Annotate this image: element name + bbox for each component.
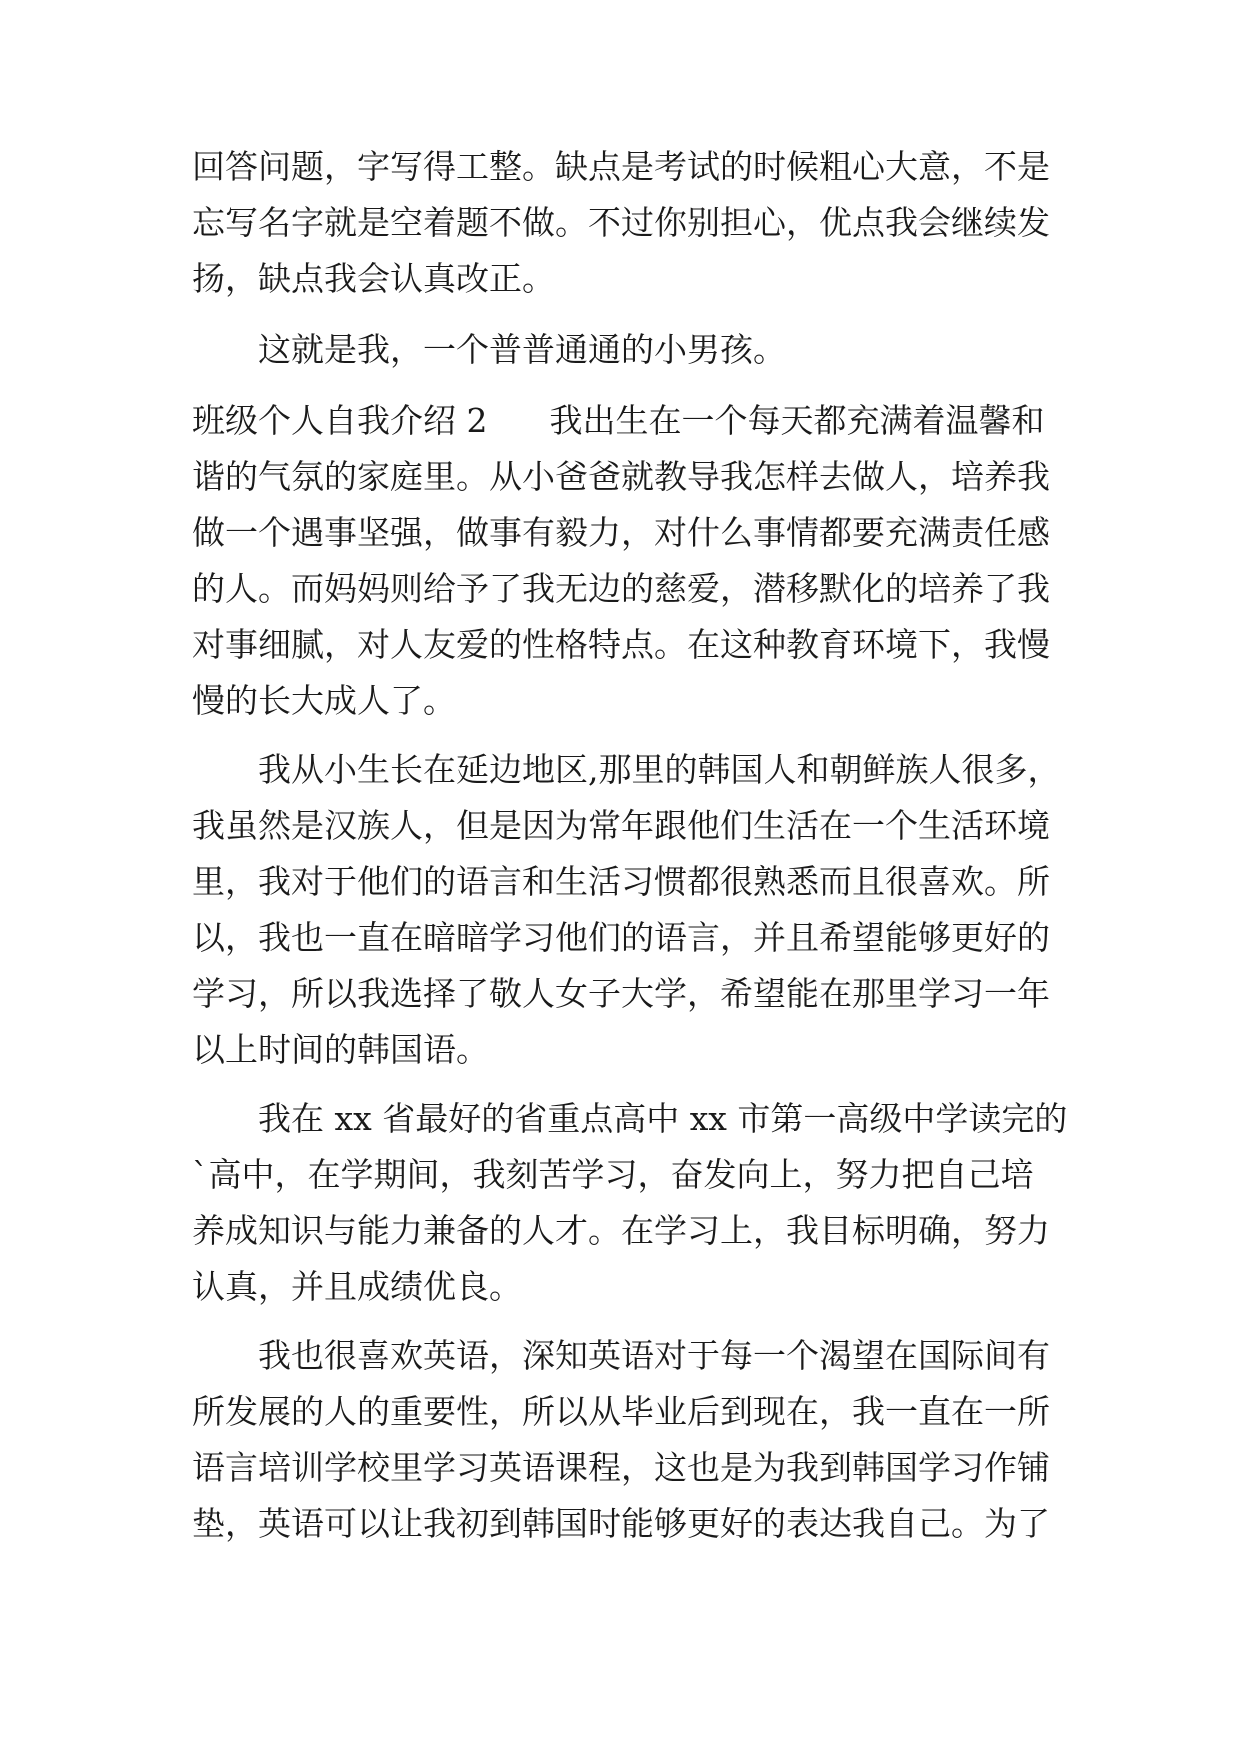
text-line: 忘写名字就是空着题不做。不过你别担心，优点我会继续发 [192,203,1050,242]
text-line: 对事细腻，对人友爱的性格特点。在这种教育环境下，我慢 [192,625,1050,664]
text-line: 这就是我，一个普普通通的小男孩。 [258,330,786,369]
text-line: 我从小生长在延边地区,那里的韩国人和朝鲜族人很多， [258,750,1061,789]
text-line: 我在 xx 省最好的省重点高中 xx 市第一高级中学读完的 [258,1099,1068,1138]
text-line: 养成知识与能力兼备的人才。在学习上，我目标明确，努力 [192,1211,1050,1250]
text-line: 学习，所以我选择了敬人女子大学，希望能在那里学习一年 [192,974,1050,1013]
text-line: 认真，并且成绩优良。 [192,1267,522,1306]
section-first-line: 我出生在一个每天都充满着温馨和 [549,401,1045,440]
text-line: 回答问题，字写得工整。缺点是考试的时候粗心大意，不是 [192,147,1050,186]
text-line: 里，我对于他们的语言和生活习惯都很熟悉而且很喜欢。所 [192,862,1050,901]
text-line: 的人。而妈妈则给予了我无边的慈爱，潜移默化的培养了我 [192,569,1050,608]
text-line: 以上时间的韩国语。 [192,1030,489,1069]
section-heading: 班级个人自我介绍 2 [192,401,488,440]
text-line: 做一个遇事坚强，做事有毅力，对什么事情都要充满责任感 [192,513,1050,552]
text-line: 垫，英语可以让我初到韩国时能够更好的表达我自己。为了 [192,1504,1050,1543]
section-heading-line [192,393,1052,449]
text-line: 语言培训学校里学习英语课程，这也是为我到韩国学习作铺 [192,1448,1050,1487]
text-line: 我虽然是汉族人，但是因为常年跟他们生活在一个生活环境 [192,806,1050,845]
text-line: 我也很喜欢英语，深知英语对于每一个渴望在国际间有 [258,1336,1050,1375]
text-line: 以，我也一直在暗暗学习他们的语言，并且希望能够更好的 [192,918,1050,957]
text-line: 慢的长大成人了。 [192,681,456,720]
text-line: `高中，在学期间，我刻苦学习，奋发向上，努力把自己培 [192,1155,1034,1194]
text-line: 所发展的人的重要性，所以从毕业后到现在，我一直在一所 [192,1392,1050,1431]
text-line: 扬，缺点我会认真改正。 [192,259,555,298]
text-line: 谐的气氛的家庭里。从小爸爸就教导我怎样去做人，培养我 [192,457,1050,496]
